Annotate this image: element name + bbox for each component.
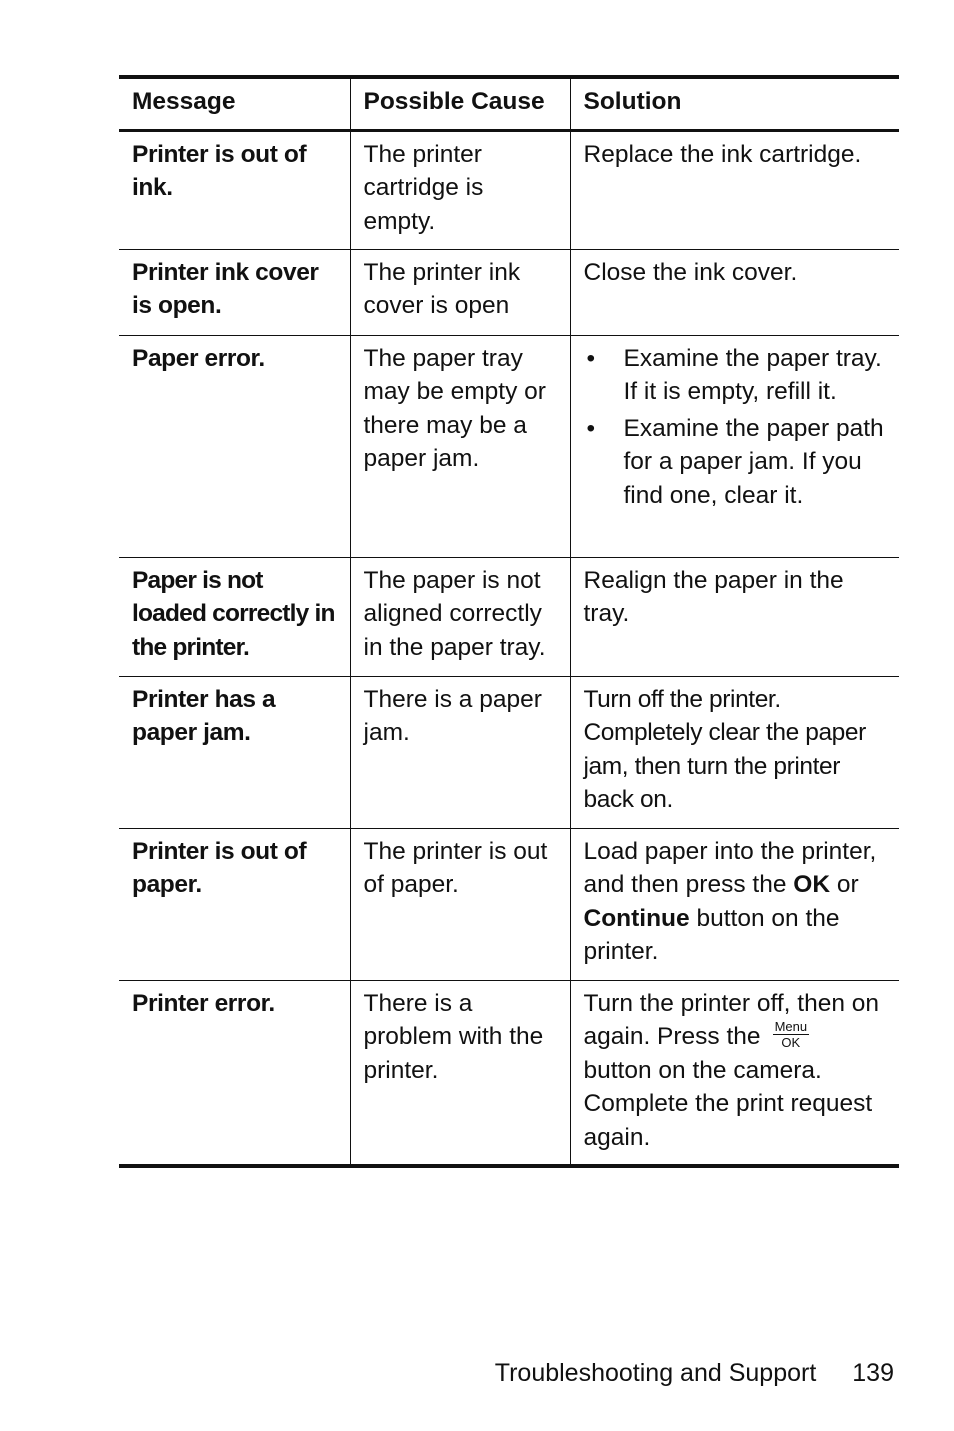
row-message: Printer is out of paper. <box>132 837 307 898</box>
error-messages-table <box>119 75 899 1168</box>
row-message: Printer ink cover is open. <box>132 258 319 319</box>
row-cause: The printer ink cover is open <box>350 249 570 335</box>
row-cause: There is a problem with the printer. <box>350 980 570 1166</box>
row-cause: The printer is out of paper. <box>350 828 570 980</box>
row-solution <box>570 335 899 557</box>
row-solution: Replace the ink cartridge. <box>570 130 899 249</box>
row-solution <box>570 980 899 1166</box>
solution-text: Load paper into the printer, and then press the <box>583 837 877 898</box>
table-row <box>119 557 899 676</box>
menu-ok-button-icon <box>773 1020 810 1049</box>
page-number: 139 <box>852 1359 894 1387</box>
row-solution: Close the ink cover. <box>570 249 899 335</box>
menu-label: Menu <box>774 1019 808 1035</box>
row-cause: There is a paper jam. <box>350 676 570 828</box>
row-solution <box>570 828 899 980</box>
row-solution: Turn off the printer. Completely clear the paper jam, then turn the printer back on. <box>570 676 899 828</box>
solution-bullet-list <box>584 342 888 513</box>
table-header-row <box>119 77 899 130</box>
row-cause: The paper is not aligned correctly in the paper tray. <box>350 557 570 676</box>
solution-bullet: • Examine the paper tray. If it is empty, refill it. <box>584 342 888 409</box>
solution-text: or <box>830 871 859 898</box>
row-cause: The paper tray may be empty or there may be a paper jam. <box>350 335 570 557</box>
ok-label: OK <box>781 1035 801 1051</box>
header-solution: Solution <box>570 77 899 130</box>
row-message: Printer error. <box>132 989 275 1017</box>
row-solution: Realign the paper in the tray. <box>570 557 899 676</box>
table-row <box>119 335 899 557</box>
solution-text: Turn the printer off, then on again. Press the <box>583 989 880 1050</box>
solution-text: button on the camera. Complete the print request again. <box>583 1056 873 1151</box>
solution-text: button on the printer. <box>583 904 840 965</box>
table-row <box>119 828 899 980</box>
row-message: Paper error. <box>132 344 265 372</box>
row-message: Paper is not loaded correctly in the printer. <box>132 566 335 661</box>
continue-button-label: Continue <box>583 904 690 932</box>
header-possible-cause: Possible Cause <box>350 77 570 130</box>
table-row <box>119 130 899 249</box>
row-message: Printer has a paper jam. <box>132 685 276 746</box>
page-footer <box>0 1357 894 1389</box>
row-message: Printer is out of ink. <box>132 140 307 201</box>
footer-section-title: Troubleshooting and Support <box>494 1359 817 1387</box>
table-row <box>119 676 899 828</box>
table-row <box>119 980 899 1166</box>
ok-button-label: OK <box>793 871 831 898</box>
solution-bullet: • Examine the paper path for a paper jam. If you find one, clear it. <box>584 412 888 513</box>
row-cause: The printer cartridge is empty. <box>350 130 570 249</box>
header-message: Message <box>132 88 236 115</box>
table-row <box>119 249 899 335</box>
